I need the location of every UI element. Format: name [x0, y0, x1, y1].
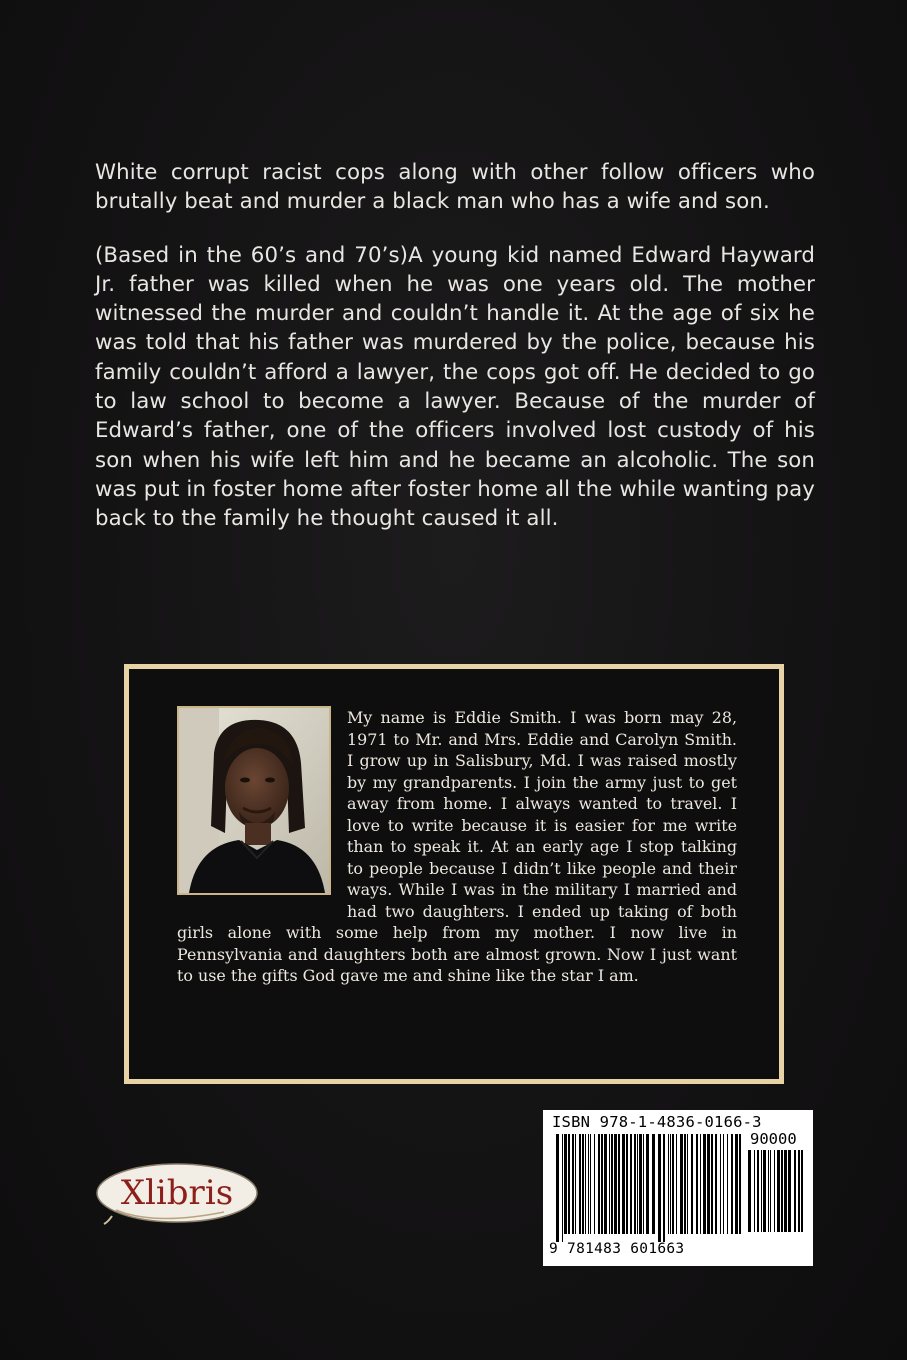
barcode-bar	[652, 1134, 655, 1234]
barcode-bar	[637, 1134, 638, 1234]
barcode-bar	[564, 1134, 567, 1234]
price-addon-label: 90000	[750, 1130, 797, 1148]
barcode-bar	[663, 1134, 665, 1242]
barcode-bar	[588, 1134, 589, 1234]
barcode-bar	[611, 1134, 613, 1234]
author-bio-frame	[124, 664, 784, 1084]
photo-spacer	[177, 707, 347, 903]
barcode-bar	[634, 1134, 636, 1234]
barcode-bar	[626, 1134, 628, 1234]
author-bio-text: My name is Eddie Smith. I was born may 28, 1971 to Mr. and Mrs. Eddie and Carolyn Smith. I grow up in Salisbury, Md. I was raised mostly by my grandparents. I join the army just to get away from home. I always wanted to travel. I love to write because it is easier for me write than to speak it. At an early age I stop talking to people because I didn’t like people and their ways. While I was in the military I married and had two daughters. I ended up taking of both girls alone with some help from my mother. I now live in Pennsylvania and daughters both are almost grown. Now I just want to use the gifts God gave me and shine like the star I am.	[177, 708, 737, 985]
synopsis	[95, 158, 815, 558]
publisher-logo	[94, 1160, 260, 1228]
barcode-bar	[658, 1134, 661, 1242]
isbn-label: ISBN 978-1-4836-0166-3	[552, 1113, 762, 1131]
barcode-bar	[672, 1134, 674, 1234]
barcode-bar	[622, 1134, 625, 1234]
synopsis-paragraph-2: (Based in the 60’s and 70’s)A young kid named Edward Hayward Jr. father was killed when he was one years old. The mother witnessed the murder and couldn’t handle it. At the age of six he was told that his father was murdered by the police, because his family couldn’t afford a lawyer, the cops got off. He decided to go to law school to become a lawyer. Because of the murder of Edward’s father, one of the officers involved lost custody of his son when his wife left him and he became an alcoholic. The son was put in foster home after foster home all the while wanting pay back to the family he thought caused it all.	[95, 242, 815, 532]
barcode-bar	[590, 1134, 591, 1234]
barcode-bar	[777, 1150, 780, 1232]
barcode-bar	[748, 1150, 751, 1232]
barcode-bar	[668, 1134, 669, 1234]
barcode-bar	[781, 1150, 783, 1232]
publisher-name: Xlibris	[120, 1173, 234, 1213]
barcode-bar	[707, 1134, 710, 1234]
barcode-bar	[575, 1134, 576, 1234]
barcode-bar	[639, 1134, 642, 1234]
barcode-bar	[585, 1134, 586, 1234]
author-bio	[177, 707, 737, 987]
barcode-bar	[794, 1150, 796, 1232]
barcode-bar	[715, 1134, 717, 1234]
barcode-bar	[614, 1134, 617, 1234]
barcode-bar	[572, 1134, 574, 1234]
barcode-bar	[711, 1134, 713, 1234]
barcode-bar	[598, 1134, 600, 1234]
barcode-bar	[684, 1134, 686, 1234]
barcode-bar	[556, 1134, 559, 1242]
barcode-bar	[798, 1150, 800, 1232]
barcode-bar	[680, 1134, 683, 1234]
barcode-bar	[582, 1134, 584, 1234]
barcode-bar	[700, 1134, 701, 1234]
barcode-bar	[604, 1134, 607, 1234]
barcode-bar	[676, 1134, 677, 1234]
barcode-bar	[739, 1134, 741, 1234]
addon-bars	[748, 1150, 804, 1240]
barcode-bars	[556, 1134, 744, 1242]
barcode-bar	[801, 1150, 803, 1232]
barcode-bar	[754, 1150, 755, 1232]
barcode-bar	[594, 1134, 595, 1234]
synopsis-paragraph-1: White corrupt racist cops along with other follow officers who brutally beat and murder a black man who has a wife and son.	[95, 160, 815, 215]
barcode-bar	[763, 1150, 766, 1232]
barcode-bar	[731, 1134, 733, 1234]
barcode-bar	[727, 1134, 728, 1234]
barcode-digits: 9 781483 601663	[549, 1241, 685, 1257]
barcode-bar	[630, 1134, 632, 1234]
barcode-bar	[788, 1150, 791, 1232]
isbn-barcode	[543, 1110, 813, 1266]
barcode-bar	[643, 1134, 644, 1234]
barcode-bar	[761, 1150, 762, 1232]
barcode-bar	[784, 1150, 787, 1232]
barcode-bar	[562, 1134, 563, 1242]
barcode-bar	[723, 1134, 724, 1234]
barcode-bar	[735, 1134, 738, 1234]
barcode-bar	[691, 1134, 693, 1234]
barcode-bar	[568, 1134, 570, 1234]
barcode-bar	[579, 1134, 581, 1234]
barcode-bar	[601, 1134, 603, 1234]
barcode-bar	[618, 1134, 620, 1234]
barcode-bar	[670, 1134, 671, 1234]
barcode-bar	[770, 1150, 771, 1232]
barcode-bar	[768, 1150, 769, 1232]
barcode-bar	[774, 1150, 775, 1232]
barcode-bar	[696, 1134, 698, 1234]
barcode-bar	[687, 1134, 688, 1234]
barcode-bar	[609, 1134, 610, 1234]
barcode-bar	[757, 1150, 759, 1232]
barcode-bar	[720, 1134, 721, 1234]
barcode-bar	[703, 1134, 706, 1234]
barcode-bar	[646, 1134, 649, 1234]
